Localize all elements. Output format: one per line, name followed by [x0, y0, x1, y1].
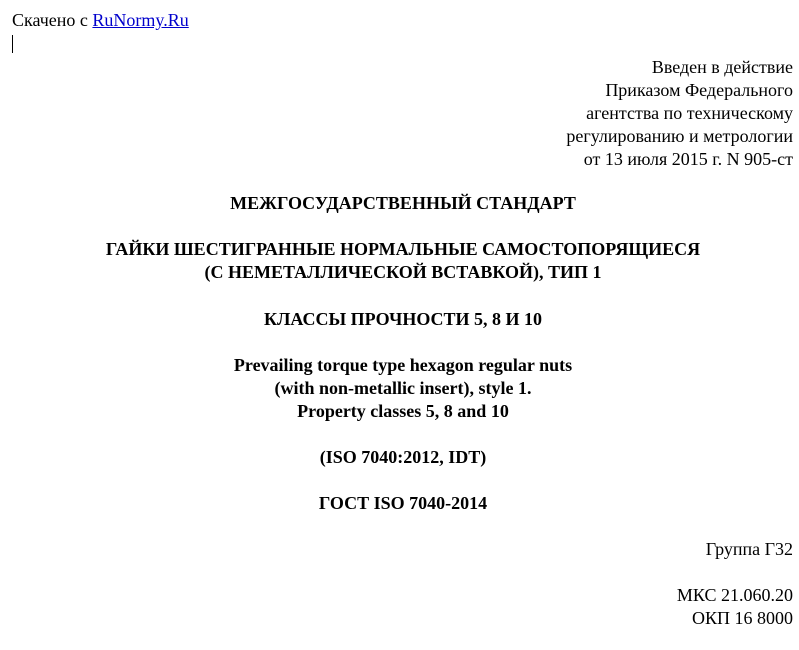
iso-reference: (ISO 7040:2012, IDT) [319, 447, 487, 467]
title-ru-line: ГАЙКИ ШЕСТИГРАННЫЕ НОРМАЛЬНЫЕ САМОСТОПОРЯЩИЕСЯ [105, 239, 701, 259]
mks-code: МКС 21.060.20 [676, 585, 793, 605]
intro-line: регулированию и метрологии [566, 126, 793, 146]
source-line [12, 9, 189, 31]
intro-line: Приказом Федерального [605, 80, 793, 100]
group-code: Группа Г32 [705, 539, 793, 559]
standard-designation: ГОСТ ISO 7040-2014 [318, 493, 488, 513]
intro-line: агентства по техническому [586, 103, 793, 123]
title-ru [0, 238, 799, 284]
title-en-line: Property classes 5, 8 and 10 [297, 401, 509, 421]
standard-type: МЕЖГОСУДАРСТВЕННЫЙ СТАНДАРТ [230, 193, 576, 213]
classes-ru: КЛАССЫ ПРОЧНОСТИ 5, 8 И 10 [263, 309, 543, 329]
source-link[interactable]: RuNormy.Ru [92, 10, 189, 30]
okp-code: ОКП 16 8000 [691, 608, 793, 628]
introduction-note [393, 56, 793, 171]
title-en-line: (with non-metallic insert), style 1. [274, 378, 532, 398]
title-en [0, 354, 799, 423]
text-cursor [12, 35, 13, 53]
intro-line: от 13 июля 2015 г. N 905-ст [583, 149, 793, 169]
source-prefix: Скачено с [12, 10, 93, 30]
intro-line: Введен в действие [651, 57, 793, 77]
title-en-line: Prevailing torque type hexagon regular nuts [233, 355, 573, 375]
title-ru-line: (С НЕМЕТАЛЛИЧЕСКОЙ ВСТАВКОЙ), ТИП 1 [204, 262, 602, 282]
